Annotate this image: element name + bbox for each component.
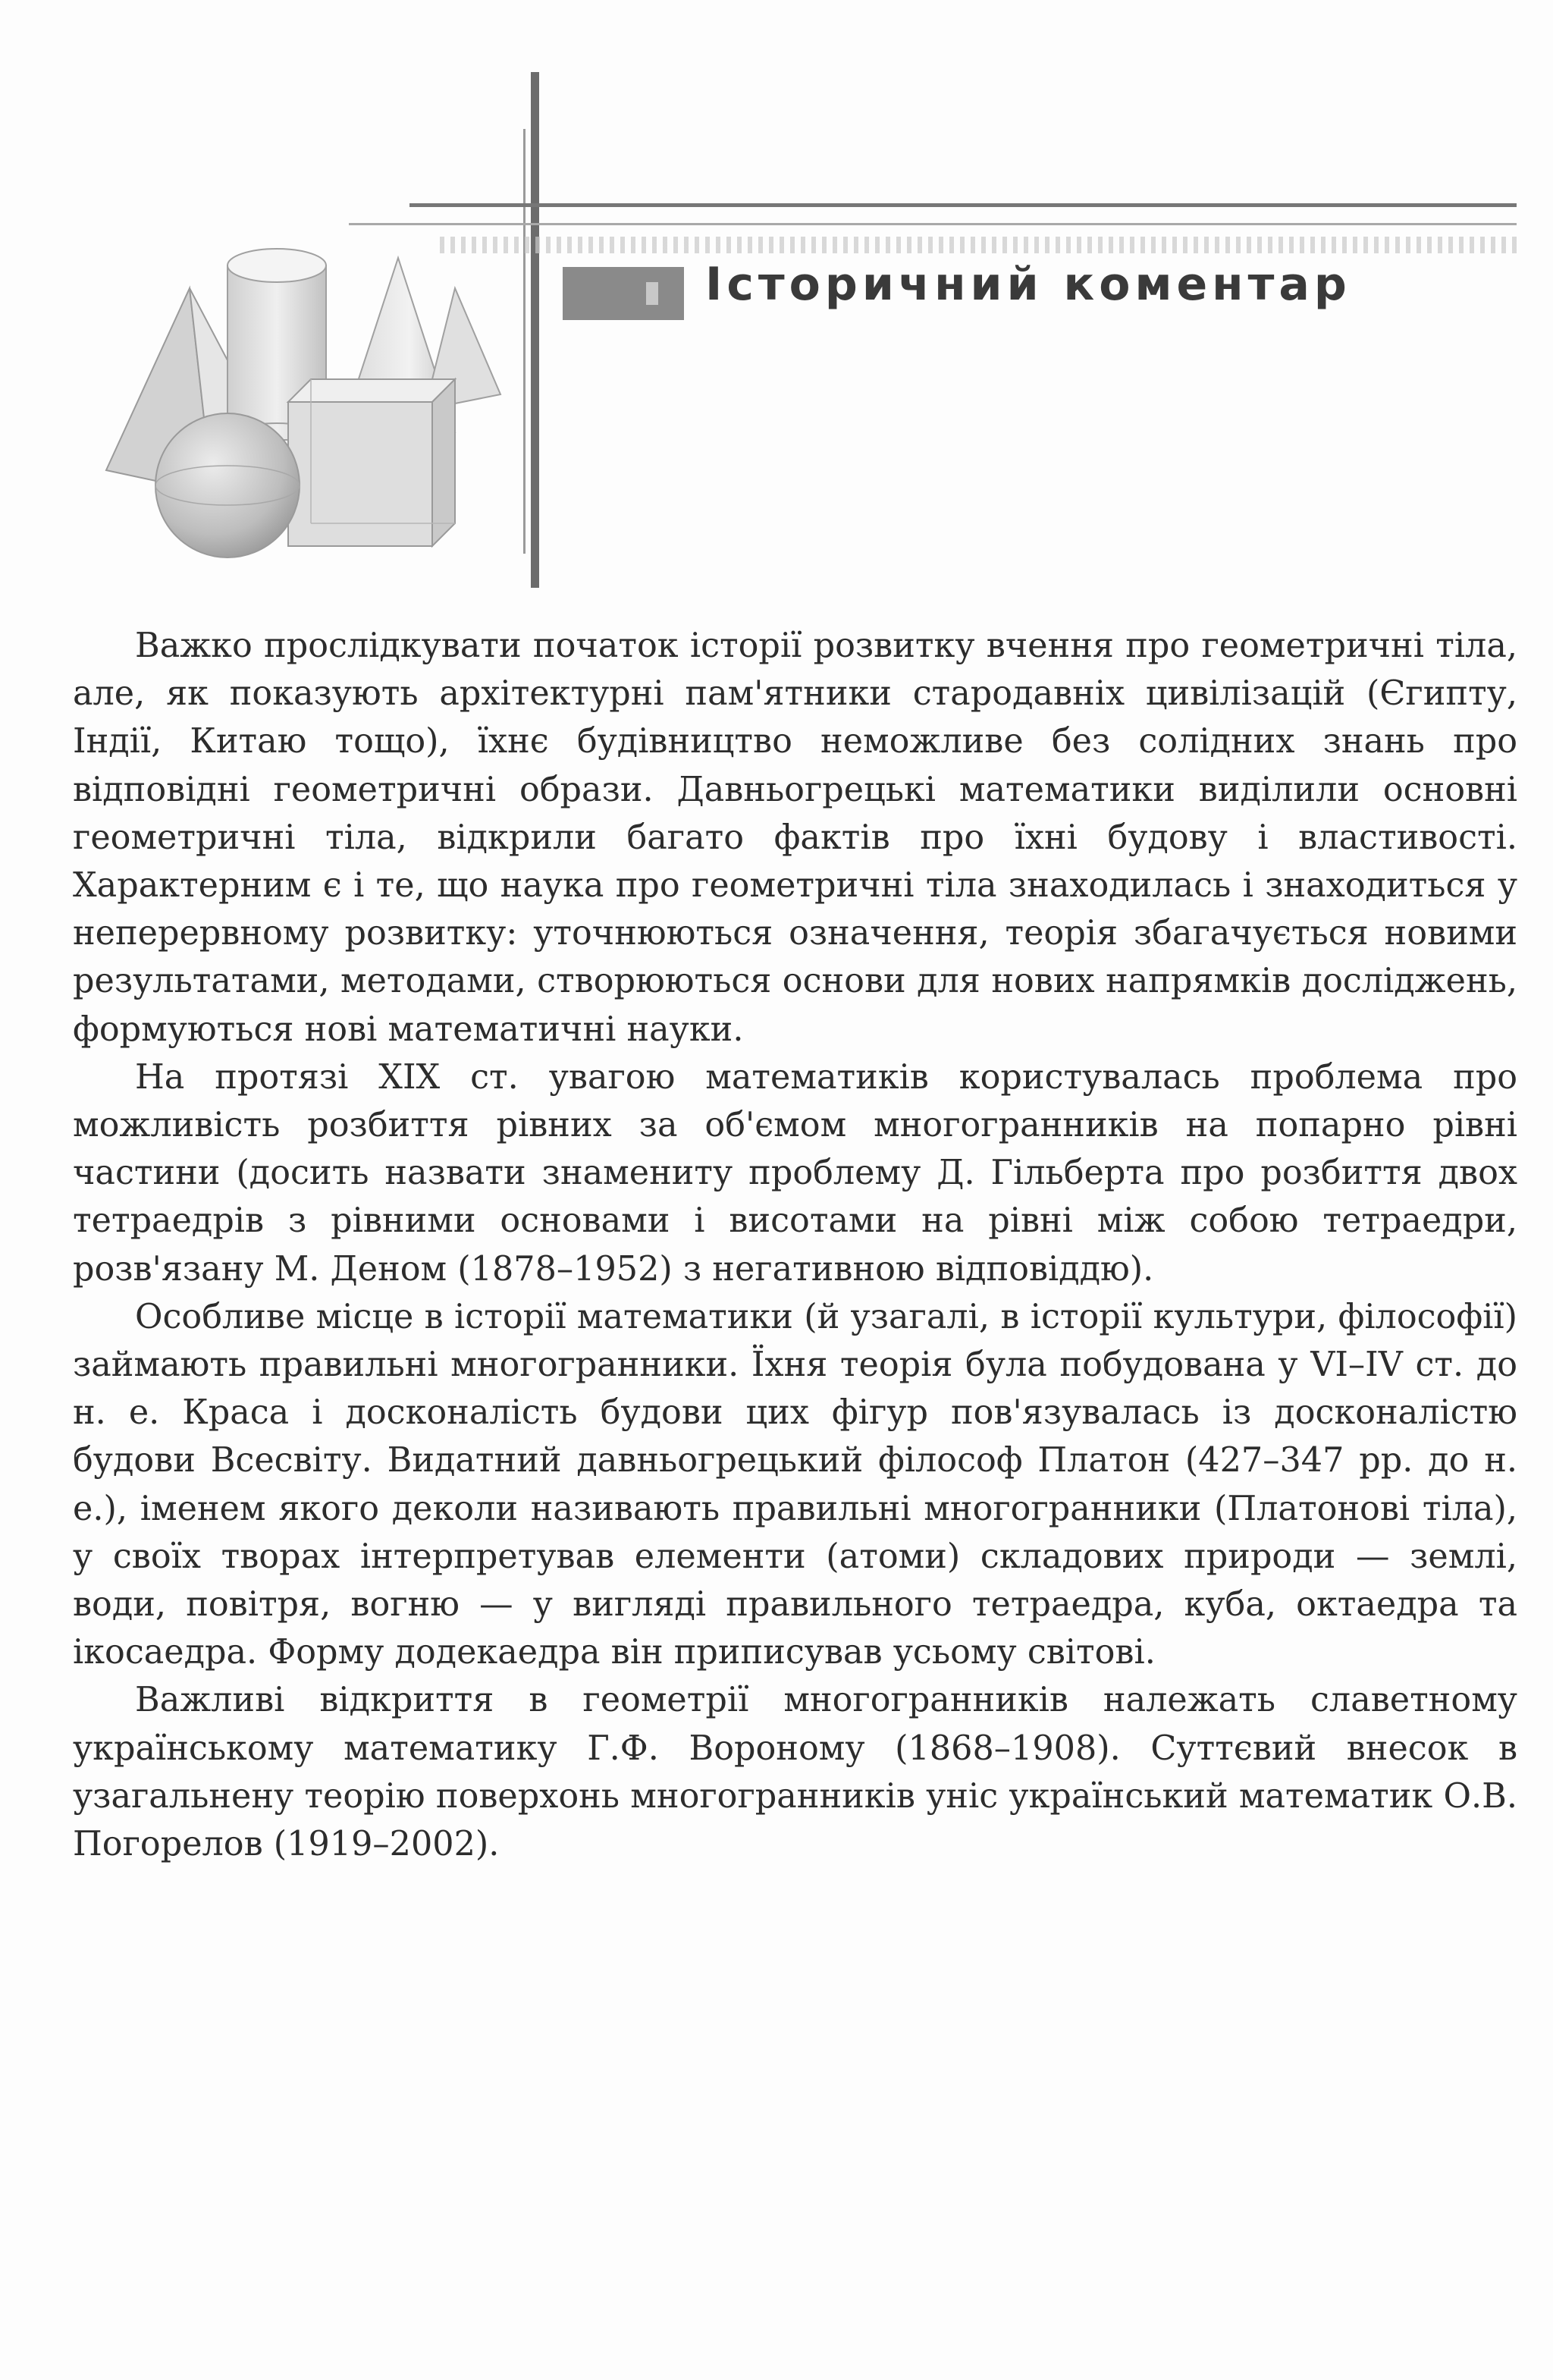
cube-shape xyxy=(288,379,455,546)
header-vertical-rule-thin xyxy=(523,129,526,554)
header-horizontal-rule xyxy=(409,203,1517,207)
paragraph-4: Важливі відкриття в геометрії многогранників належать славетному українському математику Г.Ф. Вороному (1868–1908). Суттєвий внесок в узагальнену теорію поверхонь многогранників уніс український математик О.В. Погорелов (1919–2002). xyxy=(73,1681,1517,1864)
sphere-shape xyxy=(155,413,300,557)
paragraph-2: На протязі XIX ст. увагою математиків користувалась проблема про можливість розбиття рівних за об'ємом многогранників на попарно рівні частини (досить назвати знамениту проблему Д. Гільберта про розбиття двох тетраедрів з рівними основами і висотами на рівні між собою тетраедри, розв'язану М. Деном (1878–1952) з негативною відповіддю). xyxy=(73,1057,1517,1289)
article-body xyxy=(73,622,1517,1868)
section-title: Історичний коментар xyxy=(705,258,1351,311)
section-marker xyxy=(563,267,684,320)
header-horizontal-rule-secondary xyxy=(349,223,1517,225)
header-dotted-band xyxy=(440,237,1517,253)
header-vertical-rule xyxy=(531,72,539,588)
paragraph-3: Особливе місце в історії математики (й узагалі, в історії культури, філософії) займають правильні многогранники. Їхня теорія була побудована у VI–IV ст. до н. е. Краса і досконалість будови цих фігур пов'язувалась із досконалістю будови Всесвіту. Видатний давньогрецький філософ Платон (427–347 рр. до н. е.), іменем якого деколи називають правильні многогранники (Платонові тіла), у своїх творах інтерпретував елементи (атоми) складових природи — землі, води, повітря, вогню — у вигляді правильного тетраедра, куба, октаедра та ікосаедра. Форму додекаедра він приписував усьому світові. xyxy=(73,1297,1517,1672)
geometric-solids-icon xyxy=(99,243,523,561)
paragraph-1: Важко прослідкувати початок історії розвитку вчення про геометричні тіла, але, як показують архітектурні пам'ятники стародавніх цивілізацій (Єгипту, Індії, Китаю тощо), їхнє будівництво неможливе без солідних знань про відповідні геометричні образи. Давньогрецькі математики виділили основні геометричні тіла, відкрили багато фактів про їхні будову і властивості. Характерним є і те, що наука про геометричні тіла знаходилась і знаходиться у неперервному розвитку: уточнюються означення, теорія збагачується новими результатами, методами, створюються основи для нових напрямків досліджень, формуються нові математичні науки. xyxy=(73,626,1517,1049)
